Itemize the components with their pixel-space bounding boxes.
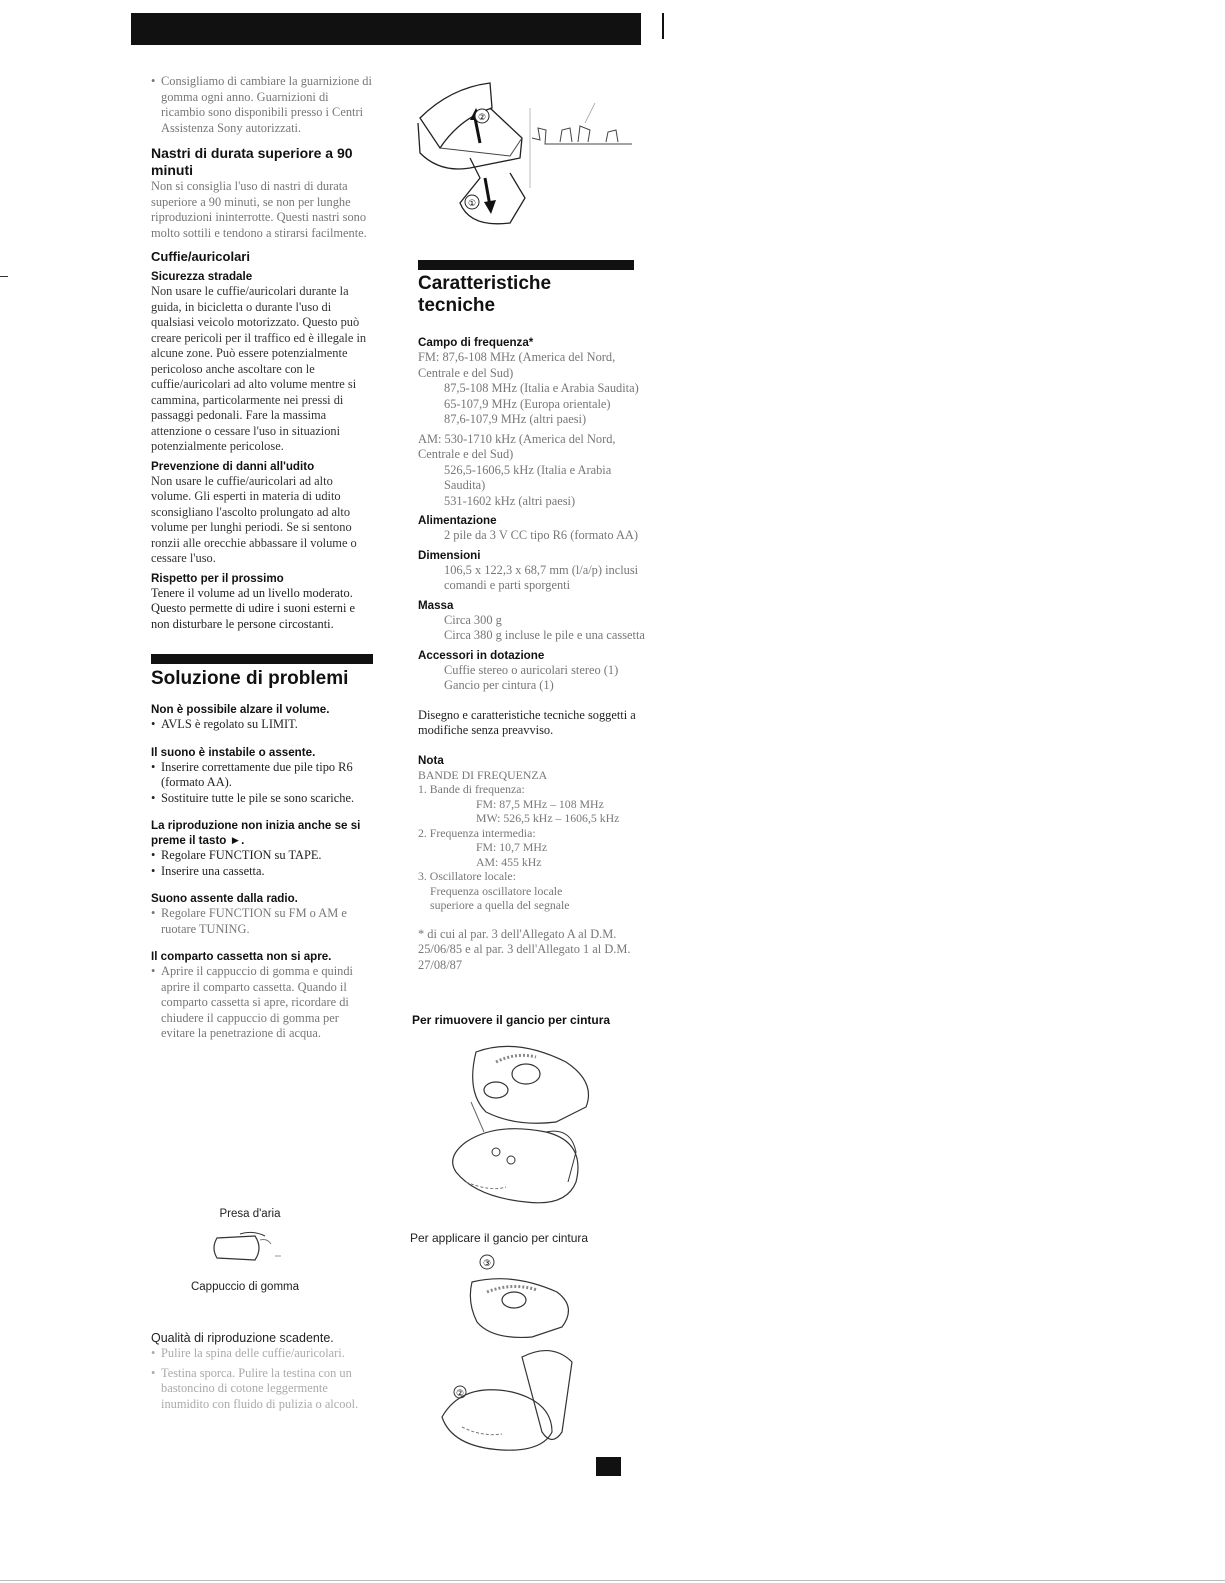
- page-corner-block: [596, 1457, 621, 1476]
- band-value: FM: 87,5 MHz – 108 MHz: [476, 796, 604, 811]
- troubleshoot-title: Soluzione di problemi: [151, 668, 349, 689]
- power-text: 2 pile da 3 V CC tipo R6 (formato AA): [444, 528, 638, 542]
- problem-item: • Aprire il cappuccio di gomma e quindi aprire il comparto cassetta. Quando il comparto cassetta si apre, ricordare di chiudere il cappuccio di gomma per evitare la penetrazione di acqua.: [151, 964, 373, 1042]
- remove-clip-illustration: [436, 1032, 606, 1222]
- quality-title: Qualità di riproduzione scadente.: [151, 1331, 334, 1345]
- rubber-cap-label: Cappuccio di gomma: [190, 1281, 300, 1293]
- headphones-heading: Cuffie/auricolari: [151, 249, 250, 264]
- fig-label-2b: ②: [455, 1389, 465, 1399]
- consideration-heading: Rispetto per il prossimo: [151, 571, 284, 585]
- problem-item: • Inserire una cassetta.: [151, 864, 373, 880]
- road-safety-heading: Sicurezza stradale: [151, 270, 253, 283]
- road-safety-text: Non usare le cuffie/auricolari durante la guida, in bicicletta o durante l'uso di qualsiasi veicolo motorizzato. Questo può creare pericoli per il traffico ed è illegale in alcune zone. Può essere potenzialmente pericoloso anche ascoltare con le cuffie/auricolari ad alto volume mentre si cammina, particolarmente nei pressi di passaggi pedonali. Fare la massima attenzione o cessare l'uso in situazioni potenzialmente pericolose.: [151, 284, 367, 453]
- problem-item: • AVLS è regolato su LIMIT.: [151, 717, 373, 733]
- page-bottom-edge: [0, 1580, 1225, 1581]
- rubber-cap-illustration: [205, 1228, 305, 1268]
- spec-line: 65-107,9 MHz (Europa orientale): [444, 396, 611, 411]
- attach-clip-illustration: [432, 1252, 607, 1457]
- mass-heading: Massa: [418, 598, 454, 612]
- problem-item: • Sostituire tutte le pile se sono scariche.: [151, 791, 373, 807]
- accessories-heading: Accessori in dotazione: [418, 648, 545, 662]
- band-value: FM: 10,7 MHz: [476, 840, 548, 854]
- problem-title: Non è possibile alzare il volume.: [151, 703, 330, 716]
- dimensions-text: 106,5 x 122,3 x 68,7 mm (l/a/p) inclusi comandi e parti sporgenti: [444, 562, 639, 592]
- cassette-door-illustration: [410, 78, 640, 238]
- spec-line: 87,6-107,9 MHz (altri paesi): [444, 412, 587, 426]
- top-black-bar: [131, 13, 641, 45]
- dimensions-heading: Dimensioni: [418, 548, 481, 562]
- spec-line: 526,5-1606,5 kHz (Italia e Arabia Saudita): [444, 462, 612, 492]
- gasket-bullet: • Consigliamo di cambiare la guarnizione di gomma ogni anno. Guarnizioni di ricambio sono disponibili presso i Centri Assistenza Sony autorizzati.: [151, 74, 373, 136]
- quality-item: • Testina sporca. Pulire la testina con un bastoncino di cotone leggermente inumidito con fluido di pulizia o alcool.: [151, 1366, 373, 1413]
- quality-section: [151, 1327, 373, 1412]
- accessory-line: Gancio per cintura (1): [444, 678, 554, 692]
- air-inlet-label: Presa d'aria: [219, 1208, 281, 1220]
- left-column: [151, 74, 373, 1042]
- bands-title: BANDE DI FREQUENZA: [418, 767, 548, 782]
- spec-line: 531-1602 kHz (altri paesi): [444, 493, 576, 508]
- quality-item: • Pulire la spina delle cuffie/auricolari.: [151, 1346, 373, 1362]
- freq-heading: Campo di frequenza*: [418, 336, 534, 349]
- problem-title: Il comparto cassetta non si apre.: [151, 950, 332, 963]
- fig-label-2: ②: [477, 113, 487, 123]
- left-crop-mark: [0, 276, 8, 277]
- top-register-mark: [662, 13, 664, 39]
- problem-item: • Inserire correttamente due pile tipo R6 (formato AA).: [151, 760, 373, 791]
- band-label: 3. Oscillatore locale:: [418, 869, 516, 883]
- fig-label-3: ③: [482, 1259, 492, 1269]
- problem-item: • Regolare FUNCTION su TAPE.: [151, 848, 373, 864]
- mass-line: Circa 300 g: [444, 612, 502, 627]
- band-label: 2. Frequenza intermedia:: [418, 825, 536, 840]
- remove-clip-title: Per rimuovere il gancio per cintura: [412, 1013, 611, 1027]
- power-heading: Alimentazione: [418, 514, 497, 527]
- band-value: AM: 455 kHz: [476, 854, 542, 869]
- hearing-text: Non usare le cuffie/auricolari ad alto volume. Gli esperti in materia di udito sconsigliano l'ascolto prolungato ad alto volume per lunghi periodi. Se si sentono ronzii alle orecchie abbassare il volume o cessare l'uso.: [151, 473, 357, 565]
- spec-line: 87,5-108 MHz (Italia e Arabia Saudita): [444, 381, 639, 395]
- legal-footnote: * di cui al par. 3 dell'Allegato A al D.M. 25/06/85 e al par. 3 dell'Allegato 1 al D.M. 27/08/87: [418, 926, 631, 972]
- troubleshoot-bar: [151, 654, 373, 664]
- problem-title: Suono assente dalla radio.: [151, 892, 298, 905]
- spec-line: FM: 87,6-108 MHz (America del Nord, Centrale e del Sud): [418, 350, 616, 380]
- right-column: [418, 260, 646, 973]
- band-label: 1. Bande di frequenza:: [418, 782, 525, 796]
- spec-line: AM: 530-1710 kHz (America del Nord, Centrale e del Sud): [418, 431, 616, 461]
- specs-title: Caratteristiche tecniche: [418, 273, 552, 316]
- band-value: Frequenza oscillatore locale superiore a quella del segnale: [430, 883, 570, 912]
- mass-line: Circa 380 g incluse le pile e una cassetta: [444, 628, 645, 642]
- accessory-line: Cuffie stereo o auricolari stereo (1): [444, 662, 619, 677]
- nota-heading: Nota: [418, 753, 444, 767]
- hearing-heading: Prevenzione di danni all'udito: [151, 459, 315, 473]
- consideration-text: Tenere il volume ad un livello moderato. Questo permette di udire i suoni esterni e non disturbare le persone circostanti.: [151, 585, 356, 631]
- attach-clip-title: Per applicare il gancio per cintura: [410, 1231, 589, 1245]
- problem-item: • Regolare FUNCTION su FM o AM e ruotare TUNING.: [151, 906, 373, 937]
- long-tapes-heading: Nastri di durata superiore a 90 minuti: [151, 145, 353, 178]
- frequency-bands: [418, 768, 646, 913]
- problem-title: Il suono è instabile o assente.: [151, 745, 316, 759]
- long-tapes-text: Non si consiglia l'uso di nastri di durata superiore a 90 minuti, se non per lunghe riproduzioni ininterrotte. Questi nastri sono molto sottili e tendono a stirarsi facilmente.: [151, 179, 367, 240]
- fig-label-1: ①: [467, 199, 477, 209]
- design-note: Disegno e caratteristiche tecniche soggetti a modifiche senza preavviso.: [418, 707, 636, 737]
- specs-bar: [418, 260, 634, 270]
- problem-title: La riproduzione non inizia anche se si preme il tasto ►.: [151, 819, 361, 847]
- band-value: MW: 526,5 kHz – 1606,5 kHz: [476, 811, 620, 825]
